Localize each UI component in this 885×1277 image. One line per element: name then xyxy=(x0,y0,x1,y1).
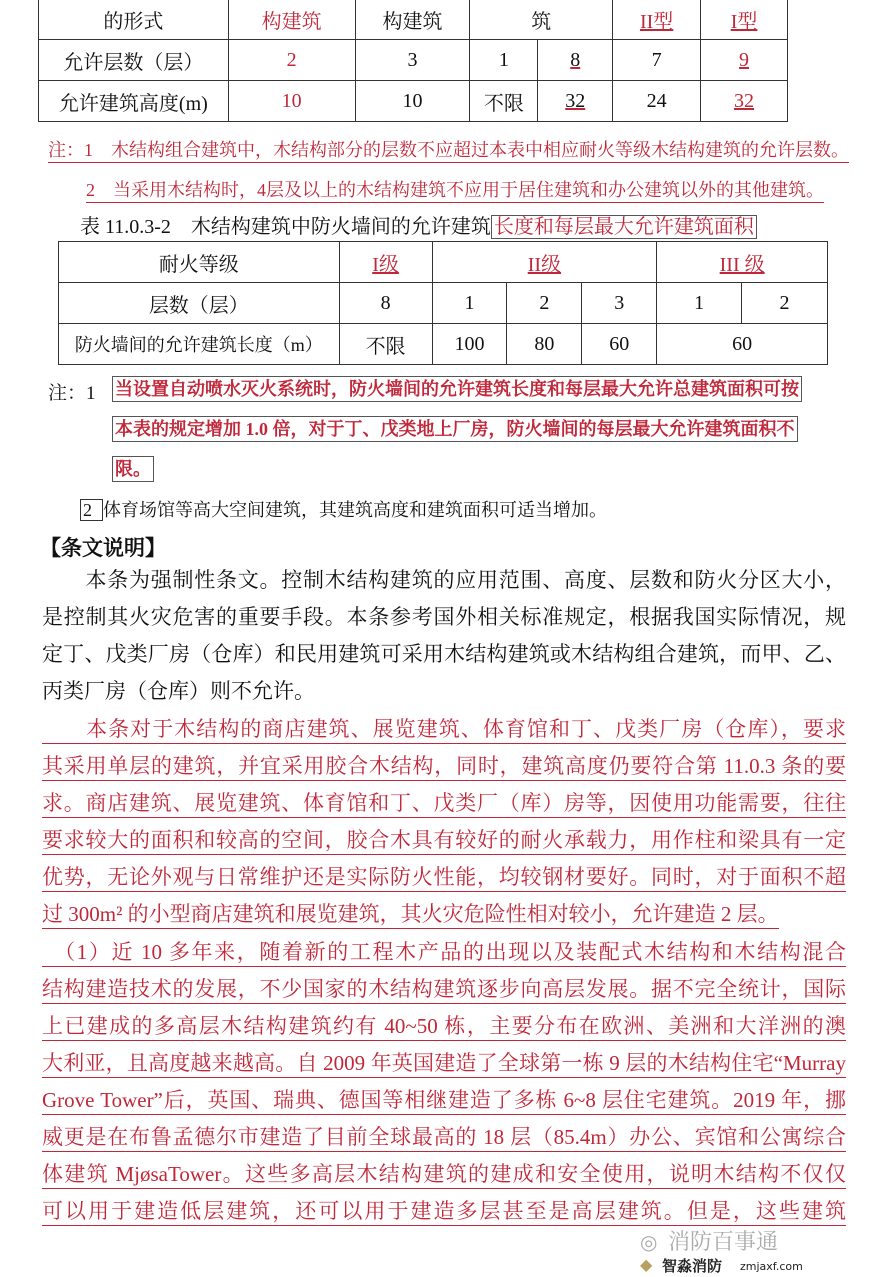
cell: 1 xyxy=(657,283,742,324)
watermark-site: zmjaxf.com xyxy=(740,1260,803,1273)
note-2-number: 2 xyxy=(80,499,103,521)
note-2-text: 体育场馆等高大空间建筑，其建筑高度和建筑面积可适当增加。 xyxy=(103,500,607,520)
cell: 32 xyxy=(701,81,788,122)
watermark xyxy=(640,1229,880,1277)
table-firewall-length xyxy=(58,241,828,365)
note-label: 注：1 xyxy=(48,383,96,404)
cell: 8 xyxy=(339,283,432,324)
paragraph-line: 结构建造技术的发展，不少国家的木结构建筑逐步向高层发展。据不完全统计，国际 xyxy=(42,975,846,1004)
cell: 1 xyxy=(470,40,538,81)
cell: 32 xyxy=(538,81,613,122)
paragraph-line: 要求较大的面积和较高的空间，胶合木具有较好的耐火承载力，用作柱和梁具有一定 xyxy=(42,826,846,855)
paragraph-line: 威更是在布鲁孟德尔市建造了目前全球最高的 18 层（85.4m）办公、宾馆和公寓综合 xyxy=(42,1123,846,1152)
watermark-brand: 智淼消防 xyxy=(662,1257,723,1275)
table2-caption xyxy=(80,210,757,239)
paragraph-line: 本条对于木结构的商店建筑、展览建筑、体育馆和丁、戊类厂房（仓库），要求 xyxy=(42,715,846,744)
boxed-note-line: 限。 xyxy=(112,456,154,482)
cell: 2 xyxy=(742,283,828,324)
table1-note-2: 2 当采用木结构时，4层及以上的木结构建筑不应用于居住建筑和办公建筑以外的其他建筑。 xyxy=(86,176,824,203)
cell: 防火墙间的允许建筑长度（m） xyxy=(59,324,340,365)
cell: 60 xyxy=(657,324,828,365)
cell: 不限 xyxy=(470,81,538,122)
paragraph-line: 过 300m² 的小型商店建筑和展览建筑，其火灾危险性相对较小，允许建造 2 层。 xyxy=(42,900,779,929)
paragraph-line: 本条为强制性条文。控制木结构建筑的应用范围、高度、层数和防火分区大小， xyxy=(42,568,846,592)
cell: 3 xyxy=(582,283,657,324)
cell: 不限 xyxy=(339,324,432,365)
cell: 60 xyxy=(582,324,657,365)
cell: 100 xyxy=(432,324,507,365)
paragraph-line: 上已建成的多高层木结构建筑约有 40~50 栋，主要分布在欧洲、美洲和大洋洲的澳 xyxy=(42,1012,846,1041)
watermark-channel: 消防百事通 xyxy=(668,1229,779,1254)
paragraph-line: 其采用单层的建筑，并宜采用胶合木结构，同时，建筑高度仍要符合第 11.0.3 条的要 xyxy=(42,752,846,781)
paragraph-line: 体建筑 MjøsaTower。这些多高层木结构建筑的建成和安全使用，说明木结构不仅仅 xyxy=(42,1160,846,1189)
cell: III 级 xyxy=(657,242,828,283)
cell: II型 xyxy=(613,0,701,40)
paragraph-line: 优势，无论外观与日常维护还是实际防火性能，均较钢材要好。同时，对于面积不超 xyxy=(42,863,846,892)
paragraph-line: Grove Tower”后，英国、瑞典、德国等相继建造了多栋 6~8 层住宅建筑。2019 年，挪 xyxy=(42,1086,846,1115)
boxed-note-line: 本表的规定增加 1.0 倍，对于丁、戊类地上厂房，防火墙间的每层最大允许建筑面积不 xyxy=(112,416,798,442)
paragraph-line: 求。商店建筑、展览建筑、体育馆和丁、戊类厂（库）房等，因使用功能需要，往往 xyxy=(42,789,846,818)
cell: 层数（层） xyxy=(59,283,340,324)
paragraph-line: 大利亚，且高度越来越高。自 2009 年英国建造了全球第一栋 9 层的木结构住宅“Murray xyxy=(42,1049,846,1078)
cell: I型 xyxy=(701,0,788,40)
cell: 8 xyxy=(538,40,613,81)
caption-boxed-text: 长度和每层最大允许建筑面积 xyxy=(491,215,757,239)
table1-note-1: 注：1 木结构组合建筑中，木结构部分的层数不应超过本表中相应耐火等级木结构建筑的允许层数。 xyxy=(48,136,849,163)
cell: 24 xyxy=(613,81,701,122)
paragraph-line: 是控制其火灾危害的重要手段。本条参考国外相关标准规定，根据我国实际情况，规 xyxy=(42,605,846,629)
cell: 耐火等级 xyxy=(59,242,340,283)
cell: 2 xyxy=(507,283,582,324)
table-allowed-floors xyxy=(38,0,788,122)
brand-logo-icon: ◆ xyxy=(640,1257,653,1274)
boxed-note-line: 当设置自动喷水灭火系统时，防火墙间的允许建筑长度和每层最大允许总建筑面积可按 xyxy=(112,376,802,402)
wechat-icon: ◎ xyxy=(640,1232,658,1254)
paragraph-line: 可以用于建造低层建筑，还可以用于建造多层甚至是高层建筑。但是，这些建筑 xyxy=(42,1197,846,1226)
cell: 构建筑 xyxy=(228,0,355,40)
cell: 构建筑 xyxy=(355,0,470,40)
cell: 2 xyxy=(228,40,355,81)
cell: 1 xyxy=(432,283,507,324)
cell: II级 xyxy=(432,242,657,283)
cell: 10 xyxy=(355,81,470,122)
paragraph-line: 定丁、戊类厂房（仓库）和民用建筑可采用木结构建筑或木结构组合建筑，而甲、乙、 xyxy=(42,642,846,666)
cell: 允许建筑高度(m) xyxy=(39,81,229,122)
cell: I级 xyxy=(339,242,432,283)
cell: 80 xyxy=(507,324,582,365)
paragraph-line: 丙类厂房（仓库）则不允许。 xyxy=(42,679,315,703)
cell: 3 xyxy=(355,40,470,81)
cell: 允许层数（层） xyxy=(39,40,229,81)
cell: 7 xyxy=(613,40,701,81)
cell: 的形式 xyxy=(39,0,229,40)
paragraph-line: （1）近 10 多年来，随着新的工程木产品的出现以及装配式木结构和木结构混合 xyxy=(42,938,846,967)
cell: 9 xyxy=(701,40,788,81)
cell: 10 xyxy=(228,81,355,122)
cell: 筑 xyxy=(470,0,613,40)
note-2 xyxy=(80,496,607,522)
caption-text: 表 11.0.3-2 木结构建筑中防火墙间的允许建筑 xyxy=(80,216,491,238)
section-title: 【条文说明】 xyxy=(40,536,166,560)
